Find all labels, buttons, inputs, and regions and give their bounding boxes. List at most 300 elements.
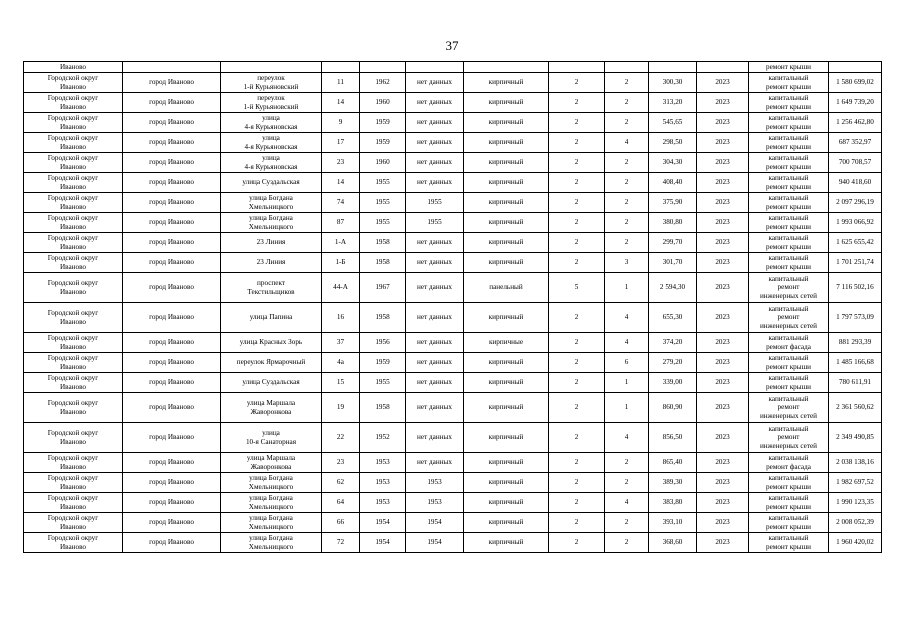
cell-wall-material: кирпичный xyxy=(464,253,549,273)
cell-house-number: 87 xyxy=(322,213,360,233)
cell-work-type: капитальный ремонт крыши xyxy=(749,213,829,233)
cell-plan-year: 2023 xyxy=(697,453,749,473)
cell-owner: Городской округ Иваново xyxy=(24,333,123,353)
cell-street: улица Богдана Хмельницкого xyxy=(221,213,322,233)
cell-entrances: 2 xyxy=(605,233,649,253)
cell-entrances: 6 xyxy=(605,353,649,373)
cell-commission-year: нет данных xyxy=(406,113,464,133)
cell-commission-year: нет данных xyxy=(406,423,464,453)
cell-floors: 2 xyxy=(549,93,605,113)
cell-entrances: 4 xyxy=(605,303,649,333)
cell-commission-year: 1953 xyxy=(406,473,464,493)
table-row xyxy=(24,233,882,253)
cell-work-type: капитальный ремонт крыши xyxy=(749,473,829,493)
cell-street: 23 Линия xyxy=(221,233,322,253)
cell-city: город Иваново xyxy=(123,73,221,93)
cell-work-type: капитальный ремонт крыши xyxy=(749,93,829,113)
cell-street: переулок Ярмарочный xyxy=(221,353,322,373)
cell-floors: 2 xyxy=(549,453,605,473)
cell-build-year: 1958 xyxy=(360,233,406,253)
cell-entrances: 4 xyxy=(605,493,649,513)
cell-work-type: капитальный ремонт крыши xyxy=(749,133,829,153)
cell-floors: 2 xyxy=(549,213,605,233)
cell-commission-year: нет данных xyxy=(406,133,464,153)
cell-entrances: 2 xyxy=(605,113,649,133)
cell-work-type: капитальный ремонт инженерных сетей xyxy=(749,303,829,333)
cell-plan-year: 2023 xyxy=(697,173,749,193)
cell-area: 313,20 xyxy=(649,93,697,113)
cell-wall-material: кирпичный xyxy=(464,133,549,153)
cell-house-number: 66 xyxy=(322,513,360,533)
cell-area: 301,70 xyxy=(649,253,697,273)
cell-floors: 2 xyxy=(549,533,605,553)
cell-wall-material: кирпичный xyxy=(464,423,549,453)
cell-owner: Городской округ Иваново xyxy=(24,113,123,133)
cell-cost: 2 349 490,85 xyxy=(829,423,882,453)
cell-work-type: капитальный ремонт инженерных сетей xyxy=(749,273,829,303)
cell-cost: 1 982 697,52 xyxy=(829,473,882,493)
cell-house-number: 1-А xyxy=(322,233,360,253)
cell-owner: Городской округ Иваново xyxy=(24,233,123,253)
cell-wall-material: кирпичный xyxy=(464,303,549,333)
cell-plan-year: 2023 xyxy=(697,233,749,253)
cell-cost: 1 580 699,02 xyxy=(829,73,882,93)
cell-entrances: 1 xyxy=(605,373,649,393)
cell-build-year: 1955 xyxy=(360,193,406,213)
cell-floors: 2 xyxy=(549,173,605,193)
cell-owner: Городской округ Иваново xyxy=(24,393,123,423)
cell-build-year: 1962 xyxy=(360,73,406,93)
cell-floors: 2 xyxy=(549,493,605,513)
cell-city: город Иваново xyxy=(123,233,221,253)
cell-floors: 5 xyxy=(549,273,605,303)
cell-wall-material: кирпичный xyxy=(464,453,549,473)
cell-street: переулок 1-й Курьяновский xyxy=(221,93,322,113)
table-row xyxy=(24,93,882,113)
cell-house-number: 16 xyxy=(322,303,360,333)
cell-work-type: капитальный ремонт крыши xyxy=(749,353,829,373)
cell-plan-year: 2023 xyxy=(697,273,749,303)
cell-cost: 1 797 573,09 xyxy=(829,303,882,333)
cell-street: улица Богдана Хмельницкого xyxy=(221,193,322,213)
cell-area: 393,10 xyxy=(649,513,697,533)
table-row xyxy=(24,113,882,133)
cell-floors: 2 xyxy=(549,73,605,93)
cell-work-type: капитальный ремонт крыши xyxy=(749,173,829,193)
table-row xyxy=(24,153,882,173)
cell-commission-year: нет данных xyxy=(406,73,464,93)
cell-cost: 1 993 066,92 xyxy=(829,213,882,233)
cell-build-year: 1956 xyxy=(360,333,406,353)
cell-plan-year: 2023 xyxy=(697,473,749,493)
cell-street: улица Маршала Жаворонкова xyxy=(221,453,322,473)
cell-plan-year: 2023 xyxy=(697,213,749,233)
cell-commission-year: нет данных xyxy=(406,353,464,373)
cell-area: 856,50 xyxy=(649,423,697,453)
cell-build-year: 1955 xyxy=(360,213,406,233)
cell-entrances: 4 xyxy=(605,333,649,353)
cell-plan-year: 2023 xyxy=(697,73,749,93)
cell-build-year: 1952 xyxy=(360,423,406,453)
cell-house-number: 23 xyxy=(322,153,360,173)
cell-owner: Городской округ Иваново xyxy=(24,173,123,193)
cell-floors: 2 xyxy=(549,373,605,393)
cell-plan-year: 2023 xyxy=(697,153,749,173)
cell-wall-material: кирпичный xyxy=(464,233,549,253)
cell-build-year: 1954 xyxy=(360,533,406,553)
cell-city: город Иваново xyxy=(123,473,221,493)
cell-street: улица Богдана Хмельницкого xyxy=(221,473,322,493)
cell-plan-year: 2023 xyxy=(697,533,749,553)
cell-street: улица 4-я Курьяновская xyxy=(221,113,322,133)
cell-wall-material: кирпичный xyxy=(464,513,549,533)
cell-city: город Иваново xyxy=(123,153,221,173)
cell-city: город Иваново xyxy=(123,393,221,423)
cell-floors: 2 xyxy=(549,423,605,453)
cell-commission-year: нет данных xyxy=(406,273,464,303)
cell-city: город Иваново xyxy=(123,303,221,333)
cell-commission-year: нет данных xyxy=(406,393,464,423)
cell-commission-year: 1954 xyxy=(406,513,464,533)
table-row xyxy=(24,513,882,533)
cell-owner: Городской округ Иваново xyxy=(24,193,123,213)
cell-cost: 7 116 502,16 xyxy=(829,273,882,303)
cell-work-type: капитальный ремонт инженерных сетей xyxy=(749,423,829,453)
cell-house-number: 19 xyxy=(322,393,360,423)
cell-owner: Городской округ Иваново xyxy=(24,373,123,393)
cell-city: город Иваново xyxy=(123,353,221,373)
cell-work-type: капитальный ремонт крыши xyxy=(749,233,829,253)
cell-wall-material: кирпичный xyxy=(464,73,549,93)
cell-work-type: капитальный ремонт крыши xyxy=(749,493,829,513)
cell-house-number: 14 xyxy=(322,93,360,113)
cell-build-year: 1954 xyxy=(360,513,406,533)
cell-wall-material: кирпичный xyxy=(464,213,549,233)
cell-cost: 2 038 138,16 xyxy=(829,453,882,473)
cell-cost: 687 352,97 xyxy=(829,133,882,153)
cell-floors: 2 xyxy=(549,133,605,153)
cell-entrances: 3 xyxy=(605,253,649,273)
cell-street: улица Богдана Хмельницкого xyxy=(221,533,322,553)
cell-city: город Иваново xyxy=(123,113,221,133)
cell-city: город Иваново xyxy=(123,533,221,553)
cell-entrances: 2 xyxy=(605,213,649,233)
cell-house-number: 15 xyxy=(322,373,360,393)
cell-city: город Иваново xyxy=(123,93,221,113)
cell-commission-year: 1954 xyxy=(406,533,464,553)
cell-work-type: капитальный ремонт крыши xyxy=(749,253,829,273)
cell-wall-material: кирпичный xyxy=(464,493,549,513)
cell-entrances: 2 xyxy=(605,173,649,193)
cell-commission-year: нет данных xyxy=(406,153,464,173)
table-row xyxy=(24,353,882,373)
page-number: 37 xyxy=(445,38,459,53)
cell-cost: 1 625 655,42 xyxy=(829,233,882,253)
cell-area: 545,65 xyxy=(649,113,697,133)
cell-build-year: 1959 xyxy=(360,133,406,153)
cell-street: улица Суздальская xyxy=(221,173,322,193)
cell-plan-year: 2023 xyxy=(697,393,749,423)
cell-city: город Иваново xyxy=(123,373,221,393)
cell-build-year: 1958 xyxy=(360,253,406,273)
cell-city: город Иваново xyxy=(123,173,221,193)
cell-floors: 2 xyxy=(549,153,605,173)
cell-house-number: 17 xyxy=(322,133,360,153)
cell-plan-year: 2023 xyxy=(697,93,749,113)
cell-floors: 2 xyxy=(549,353,605,373)
cell-owner: Городской округ Иваново xyxy=(24,153,123,173)
cell-cost: 700 708,57 xyxy=(829,153,882,173)
cell-work: ремонт крыши xyxy=(749,62,829,73)
cell-area: 655,30 xyxy=(649,303,697,333)
cell-build-year: 1959 xyxy=(360,353,406,373)
cell-city: город Иваново xyxy=(123,213,221,233)
cell-work-type: капитальный ремонт крыши xyxy=(749,373,829,393)
cell-street: улица 10-я Санаторная xyxy=(221,423,322,453)
cell-entrances: 4 xyxy=(605,423,649,453)
cell-build-year: 1953 xyxy=(360,453,406,473)
cell-owner: Городской округ Иваново xyxy=(24,133,123,153)
cell-wall-material: кирпичный xyxy=(464,533,549,553)
cell-house-number: 14 xyxy=(322,173,360,193)
cell-wall-material: панельный xyxy=(464,273,549,303)
cell-area: 299,70 xyxy=(649,233,697,253)
cell-cost: 1 485 166,68 xyxy=(829,353,882,373)
cell-commission-year: 1955 xyxy=(406,193,464,213)
cell-plan-year: 2023 xyxy=(697,333,749,353)
cell-wall-material: кирпичный xyxy=(464,353,549,373)
cell-house-number: 62 xyxy=(322,473,360,493)
cell-plan-year: 2023 xyxy=(697,133,749,153)
cell-area: 298,50 xyxy=(649,133,697,153)
cell-owner: Городской округ Иваново xyxy=(24,493,123,513)
cell-street: улица Папина xyxy=(221,303,322,333)
cell-floors: 2 xyxy=(549,393,605,423)
cell-street: улица Красных Зорь xyxy=(221,333,322,353)
cell-cost: 940 418,60 xyxy=(829,173,882,193)
cell-plan-year: 2023 xyxy=(697,373,749,393)
cell-city: город Иваново xyxy=(123,333,221,353)
cell-area: 375,90 xyxy=(649,193,697,213)
cell-street: улица Богдана Хмельницкого xyxy=(221,493,322,513)
cell-plan-year: 2023 xyxy=(697,193,749,213)
cell-city: город Иваново xyxy=(123,133,221,153)
cell-house-number: 64 xyxy=(322,493,360,513)
cell-work-type: капитальный ремонт крыши xyxy=(749,193,829,213)
cell-street: улица Богдана Хмельницкого xyxy=(221,513,322,533)
cell-area: 279,20 xyxy=(649,353,697,373)
cell-build-year: 1959 xyxy=(360,113,406,133)
cell-house-number: 11 xyxy=(322,73,360,93)
cell-city: город Иваново xyxy=(123,513,221,533)
table-row xyxy=(24,193,882,213)
table-row xyxy=(24,273,882,303)
cell-entrances: 2 xyxy=(605,513,649,533)
cell-work-type: капитальный ремонт крыши xyxy=(749,533,829,553)
cell-house-number: 74 xyxy=(322,193,360,213)
cell-city: город Иваново xyxy=(123,423,221,453)
cell-area: 860,90 xyxy=(649,393,697,423)
cell-house-number: 23 xyxy=(322,453,360,473)
cell-floors: 2 xyxy=(549,233,605,253)
cell-owner: Иваново xyxy=(24,62,123,73)
cell-entrances: 4 xyxy=(605,133,649,153)
cell-build-year: 1953 xyxy=(360,493,406,513)
cell-floors: 2 xyxy=(549,513,605,533)
cell-build-year: 1955 xyxy=(360,173,406,193)
cell-area: 374,20 xyxy=(649,333,697,353)
cell-cost: 2 361 560,62 xyxy=(829,393,882,423)
cell-work-type: капитальный ремонт крыши xyxy=(749,513,829,533)
cell-street: проспект Текстильщиков xyxy=(221,273,322,303)
cell-area: 389,30 xyxy=(649,473,697,493)
cell-floors: 2 xyxy=(549,333,605,353)
cell-commission-year: 1955 xyxy=(406,213,464,233)
cell-floors: 2 xyxy=(549,303,605,333)
cell-city: город Иваново xyxy=(123,273,221,303)
table-row xyxy=(24,73,882,93)
table-row xyxy=(24,303,882,333)
table-row xyxy=(24,213,882,233)
cell-wall-material: кирпичный xyxy=(464,93,549,113)
cell-entrances: 2 xyxy=(605,193,649,213)
table-row xyxy=(24,173,882,193)
cell-entrances: 1 xyxy=(605,393,649,423)
cell-entrances: 2 xyxy=(605,153,649,173)
cell-plan-year: 2023 xyxy=(697,113,749,133)
cell-work-type: капитальный ремонт инженерных сетей xyxy=(749,393,829,423)
cell-wall-material: кирпичный xyxy=(464,393,549,423)
cell-commission-year: нет данных xyxy=(406,333,464,353)
cell-cost: 780 611,91 xyxy=(829,373,882,393)
cell-area: 2 594,30 xyxy=(649,273,697,303)
cell-commission-year: нет данных xyxy=(406,233,464,253)
cell-city: город Иваново xyxy=(123,193,221,213)
cell-work-type: капитальный ремонт крыши xyxy=(749,113,829,133)
cell-area: 383,80 xyxy=(649,493,697,513)
cell-area: 304,30 xyxy=(649,153,697,173)
cell-house-number: 44-А xyxy=(322,273,360,303)
cell-city: город Иваново xyxy=(123,493,221,513)
table-row xyxy=(24,533,882,553)
cell-floors: 2 xyxy=(549,253,605,273)
cell-commission-year: нет данных xyxy=(406,303,464,333)
cell-cost: 1 990 123,35 xyxy=(829,493,882,513)
table-row xyxy=(24,473,882,493)
cell-build-year: 1967 xyxy=(360,273,406,303)
cell-owner: Городской округ Иваново xyxy=(24,253,123,273)
cell-build-year: 1953 xyxy=(360,473,406,493)
cell-wall-material: кирпичный xyxy=(464,153,549,173)
cell-owner: Городской округ Иваново xyxy=(24,303,123,333)
cell-floors: 2 xyxy=(549,113,605,133)
cell-build-year: 1960 xyxy=(360,93,406,113)
cell-build-year: 1958 xyxy=(360,393,406,423)
cell-commission-year: нет данных xyxy=(406,93,464,113)
cell-work-type: капитальный ремонт крыши xyxy=(749,73,829,93)
cell-entrances: 2 xyxy=(605,533,649,553)
cell-area: 300,30 xyxy=(649,73,697,93)
cell-entrances: 2 xyxy=(605,473,649,493)
cell-city: город Иваново xyxy=(123,453,221,473)
cell-floors: 2 xyxy=(549,473,605,493)
cell-build-year: 1960 xyxy=(360,153,406,173)
cell-house-number: 37 xyxy=(322,333,360,353)
cell-plan-year: 2023 xyxy=(697,493,749,513)
cell-work-type: капитальный ремонт крыши xyxy=(749,153,829,173)
table-row xyxy=(24,133,882,153)
cell-commission-year: нет данных xyxy=(406,453,464,473)
cell-wall-material: кирпичный xyxy=(464,473,549,493)
cell-entrances: 2 xyxy=(605,93,649,113)
cell-work-type: капитальный ремонт фасада xyxy=(749,453,829,473)
cell-owner: Городской округ Иваново xyxy=(24,73,123,93)
cell-house-number: 4а xyxy=(322,353,360,373)
cell-entrances: 2 xyxy=(605,453,649,473)
cell-area: 865,40 xyxy=(649,453,697,473)
cell-build-year: 1955 xyxy=(360,373,406,393)
cell-street: улица Маршала Жаворонкова xyxy=(221,393,322,423)
cell-build-year: 1958 xyxy=(360,303,406,333)
cell-house-number: 9 xyxy=(322,113,360,133)
cell-house-number: 1-Б xyxy=(322,253,360,273)
cell-house-number: 22 xyxy=(322,423,360,453)
cell-entrances: 1 xyxy=(605,273,649,303)
cell-work-type: капитальный ремонт фасада xyxy=(749,333,829,353)
cell-owner: Городской округ Иваново xyxy=(24,473,123,493)
cell-commission-year: нет данных xyxy=(406,373,464,393)
table-row xyxy=(24,373,882,393)
cell-commission-year: нет данных xyxy=(406,173,464,193)
cell-plan-year: 2023 xyxy=(697,353,749,373)
cell-owner: Городской округ Иваново xyxy=(24,533,123,553)
cell-city: город Иваново xyxy=(123,253,221,273)
cell-area: 368,60 xyxy=(649,533,697,553)
cell-plan-year: 2023 xyxy=(697,253,749,273)
cell-owner: Городской округ Иваново xyxy=(24,423,123,453)
cell-plan-year: 2023 xyxy=(697,423,749,453)
table-row xyxy=(24,333,882,353)
table-row xyxy=(24,253,882,273)
table-row xyxy=(24,393,882,423)
cell-street: переулок 1-й Курьяновский xyxy=(221,73,322,93)
cell-area: 339,00 xyxy=(649,373,697,393)
cell-entrances: 2 xyxy=(605,73,649,93)
cell-owner: Городской округ Иваново xyxy=(24,213,123,233)
cell-street: улица 4-я Курьяновская xyxy=(221,133,322,153)
cell-street: улица 4-я Курьяновская xyxy=(221,153,322,173)
cell-commission-year: нет данных xyxy=(406,253,464,273)
cell-wall-material: кирпичный xyxy=(464,113,549,133)
cell-wall-material: кирпичные xyxy=(464,333,549,353)
cell-floors: 2 xyxy=(549,193,605,213)
cell-cost: 1 256 462,80 xyxy=(829,113,882,133)
cell-cost: 2 008 052,39 xyxy=(829,513,882,533)
cell-cost: 881 293,39 xyxy=(829,333,882,353)
cell-cost: 2 097 296,19 xyxy=(829,193,882,213)
cell-plan-year: 2023 xyxy=(697,513,749,533)
cell-commission-year: 1953 xyxy=(406,493,464,513)
cell-area: 408,40 xyxy=(649,173,697,193)
cell-owner: Городской округ Иваново xyxy=(24,513,123,533)
cell-owner: Городской округ Иваново xyxy=(24,93,123,113)
cell-wall-material: кирпичный xyxy=(464,173,549,193)
cell-owner: Городской округ Иваново xyxy=(24,353,123,373)
cell-plan-year: 2023 xyxy=(697,303,749,333)
housing-repair-table xyxy=(23,61,882,553)
cell-house-number: 72 xyxy=(322,533,360,553)
cell-area: 380,80 xyxy=(649,213,697,233)
